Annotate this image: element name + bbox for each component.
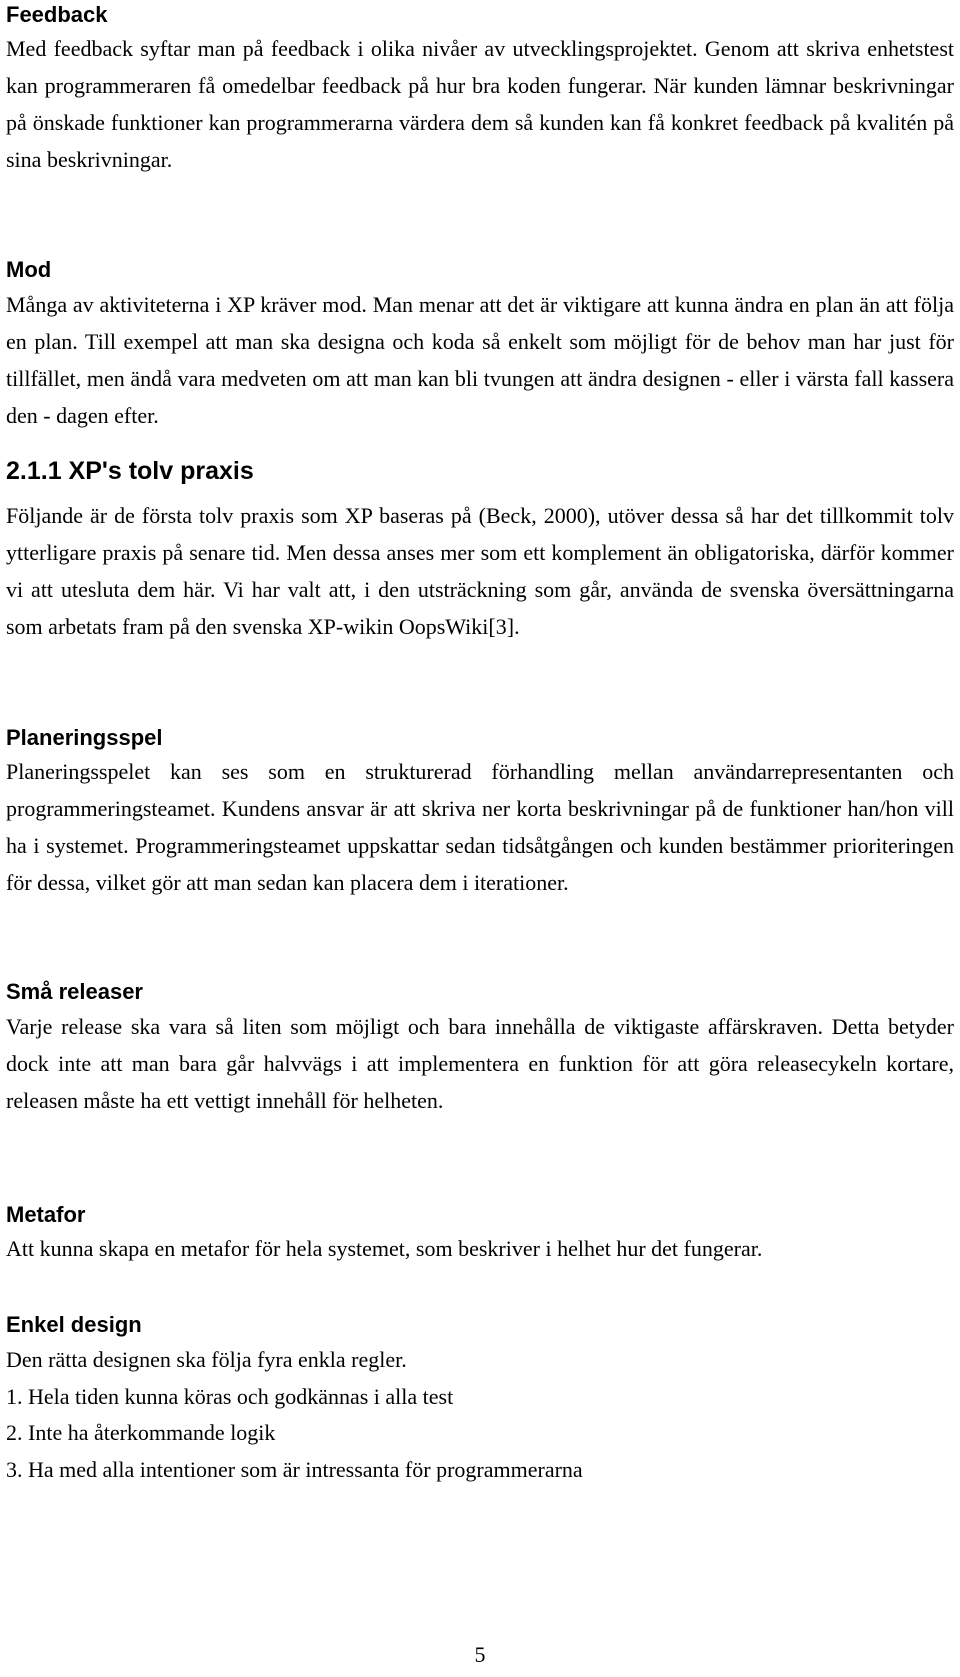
list-item: 1. Hela tiden kunna köras och godkännas i alla test: [6, 1384, 454, 1409]
heading-planeringsspel: Planeringsspel: [6, 725, 163, 750]
paragraph-mod: Många av aktiviteterna i XP kräver mod. Man menar att det är viktigare att kunna ändra en plan än att följa en plan. Till exempel att man ska designa och koda så enkelt som möjligt för de behov man har just för tillfället, men ändå vara medveten om att man kan bli tvungen att ändra designen - eller i värsta fall kassera den - dagen efter.: [6, 292, 954, 428]
heading-enkel-design: Enkel design: [6, 1312, 142, 1337]
paragraph-enkel-design-intro: Den rätta designen ska följa fyra enkla regler.: [6, 1347, 407, 1372]
paragraph-feedback: Med feedback syftar man på feedback i olika nivåer av utvecklingsprojektet. Genom att skriva enhetstest kan programmeraren få omedelbar feedback på hur bra koden fungerar. När kunden lämnar beskrivningar på önskade funktioner kan programmerarna värdera dem så kunden kan få konkret feedback på kvalitén på sina beskrivningar.: [6, 36, 954, 172]
page-number: 5: [474, 1642, 486, 1667]
list-item: 3. Ha med alla intentioner som är intressanta för programmerarna: [6, 1457, 583, 1482]
list-item: 2. Inte ha återkommande logik: [6, 1420, 276, 1445]
paragraph-planeringsspel: Planeringsspelet kan ses som en strukturerad förhandling mellan användarrepresentanten och programmeringsteamet. Kundens ansvar är att skriva ner korta beskrivningar på de funktioner han/hon vill ha i systemet. Programmeringsteamet uppskattar sedan tidsåtgången och kunden bestämmer prioriteringen för dessa, vilket gör att man sedan kan placera dem i iterationer.: [6, 759, 954, 895]
paragraph-metafor: Att kunna skapa en metafor för hela systemet, som beskriver i helhet hur det fungerar.: [6, 1236, 763, 1261]
heading-sma-releaser: Små releaser: [6, 979, 143, 1004]
paragraph-sma-releaser: Varje release ska vara så liten som möjligt och bara innehålla de viktigaste affärskraven. Detta betyder dock inte att man bara går halvvägs i att implementera en funktion för att göra releasecykeln kortare, releasen måste ha ett vettigt innehåll för helheten.: [6, 1014, 954, 1113]
heading-xp-praxis: 2.1.1 XP's tolv praxis: [6, 457, 254, 485]
heading-feedback: Feedback: [6, 2, 108, 27]
heading-mod: Mod: [6, 257, 52, 282]
paragraph-xp-praxis: Följande är de första tolv praxis som XP baseras på (Beck, 2000), utöver dessa så har det tillkommit tolv ytterligare praxis på senare tid. Men dessa anses mer som ett komplement än obligatoriska, därför kommer vi att utesluta dem här. Vi har valt att, i den utsträckning som går, använda de svenska översättningarna som arbetats fram på den svenska XP-wikin OopsWiki[3].: [6, 503, 954, 639]
heading-metafor: Metafor: [6, 1202, 86, 1227]
